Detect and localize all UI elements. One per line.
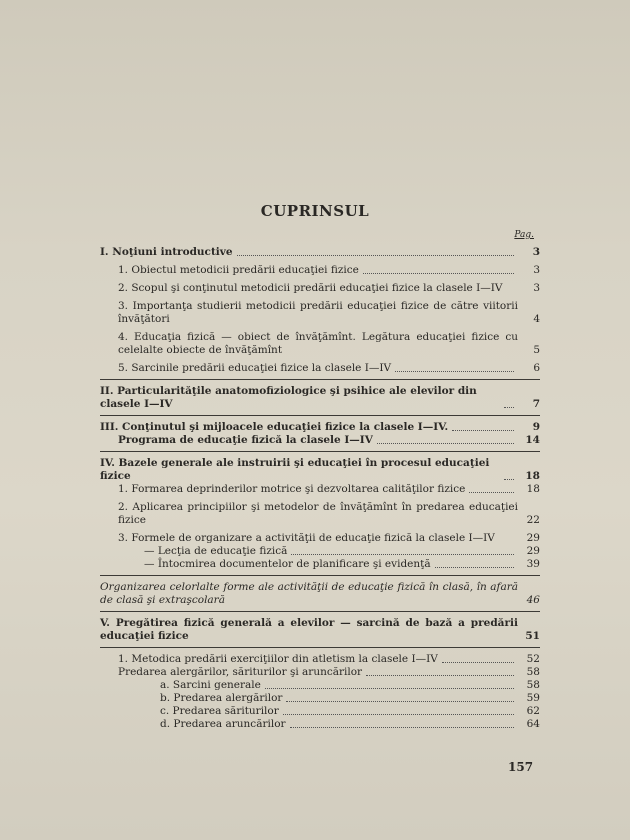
toc-entry: 3. Importanţa studierii metodicii predării educaţiei fizice de către viitorii învăţători 4 <box>118 300 540 325</box>
toc-entry: b. Predarea alergărilor 59 <box>160 692 540 704</box>
toc-entry: — Lecţia de educaţie fizică 29 <box>144 545 540 557</box>
page-title: CUPRINSUL <box>260 202 370 220</box>
toc-entry: a. Sarcini generale 58 <box>160 679 540 691</box>
toc-entry: Predarea alergărilor, săriturilor şi aruncărilor 58 <box>118 666 540 678</box>
toc-entry: V. Pregătirea fizică generală a elevilor — sarcină de bază a predării educaţiei fizice 51 <box>100 617 540 642</box>
toc-entry: II. Particularităţile anatomofiziologice şi psihice ale elevilor din clasele I—IV 7 <box>100 385 540 410</box>
divider <box>100 379 540 380</box>
page-column-label: Pag. <box>514 230 534 240</box>
toc-entry: d. Predarea aruncărilor 64 <box>160 718 540 730</box>
toc-entry: 5. Sarcinile predării educaţiei fizice la clasele I—IV 6 <box>118 362 540 374</box>
divider <box>100 575 540 576</box>
toc-entry: 3. Formele de organizare a activităţii de educaţie fizică la clasele I—IV 29 <box>118 532 540 544</box>
table-of-contents <box>100 230 540 731</box>
toc-entry: IV. Bazele generale ale instruirii şi educaţiei în procesul educaţiei fizice 18 <box>100 457 540 482</box>
toc-entry: — Întocmirea documentelor de planificare şi evidenţă 39 <box>144 558 540 570</box>
toc-entry: Programa de educaţie fizică la clasele I—IV 14 <box>118 434 540 446</box>
toc-entry: III. Conţinutul şi mijloacele educaţiei fizice la clasele I—IV. 9 <box>100 421 540 433</box>
toc-entry: 2. Scopul şi conţinutul metodicii predării educaţiei fizice la clasele I—IV 3 <box>118 282 540 294</box>
divider <box>100 451 540 452</box>
toc-entry: 1. Metodica predării exerciţiilor din atletism la clasele I—IV 52 <box>118 653 540 665</box>
page-number: 157 <box>508 760 534 774</box>
toc-entry: 1. Obiectul metodicii predării educaţiei fizice 3 <box>118 264 540 276</box>
toc-entry: Organizarea celorlalte forme ale activităţii de educaţie fizică în clasă, în afară de clasă şi extraşcolară 46 <box>100 581 540 606</box>
toc-entry: I. Noţiuni introductive 3 <box>100 246 540 258</box>
divider <box>100 415 540 416</box>
toc-entry: c. Predarea săriturilor 62 <box>160 705 540 717</box>
toc-entry: 4. Educaţia fizică — obiect de învăţămînt. Legătura educaţiei fizice cu celelalte obiecte de învăţămînt 5 <box>118 331 540 356</box>
divider <box>100 611 540 612</box>
toc-entry: 2. Aplicarea principiilor şi metodelor de învăţămînt în predarea educaţiei fizice 22 <box>118 501 540 526</box>
divider <box>100 647 540 648</box>
toc-entry: 1. Formarea deprinderilor motrice şi dezvoltarea calităţilor fizice 18 <box>118 483 540 495</box>
